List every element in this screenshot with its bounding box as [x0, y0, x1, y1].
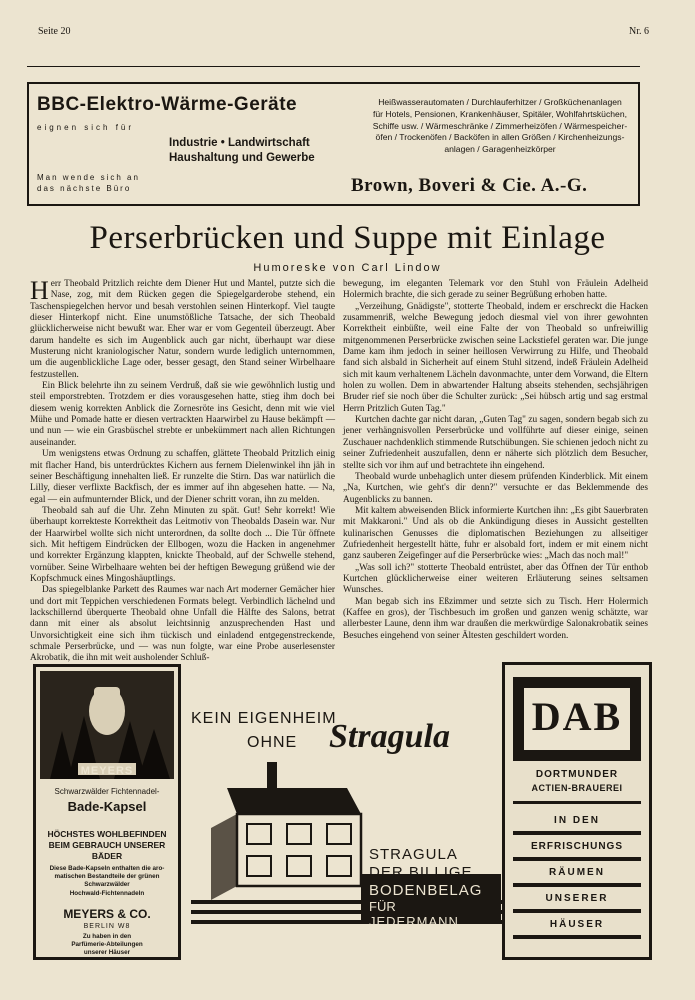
dab-line: HÄUSER [549, 919, 605, 930]
stragula-floor: BODENBELAG [369, 882, 483, 899]
bbc-contact-line1: Man wende sich an [37, 173, 140, 182]
meyers-advertisement [33, 664, 181, 960]
page-number-left: Seite 20 [38, 26, 71, 37]
dab-line: ERFRISCHUNGS [530, 841, 623, 852]
dab-divider [513, 801, 641, 804]
article-paragraph: Theobald wurde unbehaglich unter diesem prüfenden Kinderblick. Mit einem „Na, Kurtchen, wie geht's dir denn?" versuchte er das Beklemmende des Augenblicks zu bannen. [343, 471, 648, 505]
fir-forest-icon [40, 671, 174, 779]
meyers-product-line2: Bade-Kapsel [67, 799, 147, 814]
article-paragraph: bewegung, im eleganten Telemark vor den Stuhl von Fräulein Adelheid Holermich brachte, die sich gerade zu seiner Begrüßung erhoben hatte. [343, 279, 648, 301]
article-paragraph: Das spiegelblanke Parkett des Raumes war nach Art moderner Gemächer hier und dort mit Teppichen verschiedenen Formats belegt. Verbindlich lächelnd und lackschillernd überquerte Theobald ohne Unfall die Hälfte des Salons, betrat dann mit einer als absolut leichtsinnig anzusprechenden Hast und Unvorsichtigkeit eine sich ihm tückisch und einladend entgegenstreckende, schmale Perserbrücke, und — was nun folgte, war eine Probe auserlesenster Akrobatik, die ihn mit weit ausholender Schluß- [30, 585, 335, 664]
meyers-footer: Zu haben in den Parfümerie-Abteilungen unserer Häuser [71, 933, 143, 956]
page-number-right: Nr. 6 [629, 26, 649, 37]
meyers-headline: HÖCHSTES WOHLBEFINDEN BEIM GEBRAUCH UNSERER BÄDER [47, 829, 167, 861]
dab-line: IN DEN [554, 815, 600, 826]
article-paragraph: „Verzeihung, Gnädigste", stotterte Theobald, indem er erschreckt die Hacken zusammenriß, welche Bewegung jedoch diesmal viel von ihrer gewohnten Korrektheit einbüßte, weil eine Falte der von Theobald so unfreiwillig mitgenommenen Perserbrücke zwischen seine Lackstiefel geraten war. Die junge Dame kam ihm jedoch in seiner heillosen Verwirrung zu Hilfe, und Theobald fand sich alsbald in Sicherheit auf einem Stuhl sitzend, indeß Fräulein Adelheid sich mit kaum verhaltenem Lächeln davonmachte, unter dem Vorwand, die Eltern holen zu wollen. Dem in abwartender Haltung abseits stehenden, sechsjährigen Bruder rief sie noch über die Schulter zurück: „Sei hübsch artig und sag erstmal Herrn Pritzlich Guten Tag." [343, 301, 648, 414]
article-subtitle: Humoreske von Carl Lindow [253, 262, 442, 274]
article-paragraph: Um wenigstens etwas Ordnung zu schaffen, glättete Theobald Pritzlich einig mit flacher Hand, bis unterdrücktes Kichern aus fernem Dielenwinkel ihn jäh in seiner Beschäftigung innehalten ließ. Er runzelte die Stirn. Das war natürlich die Lilly, dieser verflixte Backfisch, der es immer auf ihn abgesehen hatte. — Na, egal — ein aufmunternder Blick, und der Diener schritt voran, ihn zu melden. [30, 449, 335, 505]
stragula-advertisement [187, 694, 505, 934]
stragula-line1: KEIN EIGENHEIM [191, 710, 337, 727]
dab-logo-frame [513, 677, 641, 761]
header-rule [27, 66, 640, 67]
bbc-industry-line2: Haushaltung und Gewerbe [169, 152, 315, 164]
bbc-product-line: anlagen / Garagenheizkörper [444, 144, 556, 155]
meyers-company: MEYERS & CO. [63, 907, 151, 921]
bbc-product-line: Heißwasserautomaten / Durchlauferhitzer / Großküchenanlagen [378, 97, 622, 107]
article-column-left [30, 276, 335, 665]
bbc-contact-text [37, 172, 140, 194]
meyers-small-text: Diese Bade-Kapseln enthalten die aro- matischen Bestandteile der grünen Schwarzwälder Hochwald-Fichtennadeln [49, 865, 165, 897]
bbc-industry-text [169, 136, 315, 166]
dab-line: UNSERER [545, 893, 609, 904]
article-title: Perserbrücken und Suppe mit Einlage [89, 220, 606, 256]
bbc-products-list [367, 97, 633, 156]
dab-stripe [513, 935, 641, 939]
dab-line: RÄUMEN [549, 867, 605, 878]
bbc-title: BBC-Elektro-Wärme-Geräte [37, 94, 298, 115]
article-paragraph: „Was soll ich?" stotterte Theobald entrüstet, aber das Öffnen der Tür enthob Kurtchen glücklicherweise einer weiteren Erläuterung seines seltsamen Wunsches. [343, 562, 648, 596]
stragula-fuer: FÜR [369, 899, 396, 914]
meyers-illustration [40, 671, 174, 779]
drop-cap: H [30, 276, 49, 305]
dab-brewery-line2: ACTIEN-BRAUEREI [531, 783, 623, 793]
bbc-contact-line2: das nächste Büro [37, 184, 132, 193]
bbc-eignen-text: eignen sich für [37, 123, 135, 132]
meyers-city: BERLIN W8 [83, 923, 131, 930]
article-paragraph: Theobald sah auf die Uhr. Zehn Minuten zu spät. Gut! Sehr korrekt! Wie überhaupt korrekteste Korrektheit das Leitmotiv von Theobalds Dasein war. Nur der Haarwirbel wollte sich nicht unterordnen, da sollte doch ... Die Tür öffnete sich. Mit heftigem Eindrücken der Ellbogen, wozu die Hacken in angenehmer und korrekter Ergänzung klappten, knickte Theobald, auf der Schwelle stehend, vornüber. Seine Wirbelhaare wehten bei der heftigen Bewegung grüßend wie der Kopfschmuck eines Mingoshäuptlings. [30, 505, 335, 584]
article-paragraph: Herr Theobald Pritzlich reichte dem Diener Hut und Mantel, putzte sich die Nase, zog, mit dem Rücken gegen die Spiegelgarderobe stehend, ein Taschenspiegelchen hervor und besah verstohlen seinen Hinterkopf. Viel taugte dieser Hinterkopf nicht. Eine unumstößliche Tatsache, der sich Theobald glücklicherweise nicht bewußt war. Eher war er vom Gegenteil überzeugt. Aber darum handelte es sich im Augenblick auch gar nicht, überhaupt war diese Musterung nicht kraniologischer Natur, sondern wurde lediglich unternommen, um die augenblickliche Lage oder, besser gesagt, den Stand seiner Wirbelhaare festzustellen. [30, 276, 335, 380]
article-paragraph: Kurtchen dachte gar nicht daran, „Guten Tag" zu sagen, sondern begab sich zu jener verhängnisvollen Perserbrücke und vollführte auf dieser einige, seinen Zuschauer nachdenklich stimmende Rutschübungen. Sie schienen jedoch nicht zu seiner Zufriedenheit auszufallen, denn er näherte sich plötzlich dem Besucher, stellte sich vor ihm auf und betrachtete ihn eingehend. [343, 415, 648, 471]
dab-advertisement [502, 662, 652, 960]
dab-stripe [513, 857, 641, 861]
stragula-name: STRAGULA [369, 846, 458, 863]
article-column-right [343, 279, 648, 642]
house-icon [191, 760, 505, 932]
bbc-industry-line1: Industrie • Landwirtschaft [169, 137, 310, 149]
stragula-cheap: DER BILLIGE [369, 864, 473, 881]
meyers-brand: MEYERS [80, 765, 134, 777]
article-paragraph: Man begab sich ins Eßzimmer und setzte sich zu Tisch. Herr Holermich (Kaffee en gros), der Tischbesuch im großen und ganzen wenig schätzte, war allerbester Laune, denn ihm war draußen die merkwürdige Salonakrobatik seines Besuches eingehend von seiner Ältesten geschildert worden. [343, 596, 648, 641]
dab-stripe [513, 909, 641, 913]
dab-brewery-line1: DORTMUNDER [535, 769, 619, 780]
stragula-line2: OHNE [247, 734, 298, 751]
stragula-everyone: JEDERMANN [369, 914, 459, 929]
dab-stripe [513, 831, 641, 835]
article-paragraph: Ein Blick belehrte ihn zu seinem Verdruß, daß sie wie gewöhnlich lustig und steil emporstrebten. Trotzdem er dies vorausgesehen hatte, stieg ihm doch bei diesem wenig korrekten Anblick die Zornesröte ins Gesicht, denn mit wie viel Mühe und Pomade hatte er diesen vertrackten Haarwirbel zu Hause bekämpft — und nun — wie ein Grasbüschel strebte er unbekümmert nach allen Richtungen auseinander. [30, 381, 335, 448]
meyers-product-line1: Schwarzwälder Fichtennadel- [54, 787, 160, 796]
dab-logo: DAB [531, 694, 623, 739]
stragula-brand-script: Stragula [329, 718, 450, 755]
article-paragraph: Mit kaltem abweisenden Blick informierte Kurtchen ihn: „Es gibt Sauerbraten mit Makkaroni." Und als ob die Ankündigung dieses in Aussicht gestellten kulinarischen Genusses die diplomatischen Beziehungen zu allseitiger Zufriedenheit hergestellt hätte, fuhr er alsobald fort, indem er mit einem nicht ganz sauberen Zeigefinger auf die Perserbrücke wies: „Mach das noch mal!" [343, 505, 648, 562]
bbc-product-line: für Hotels, Pensionen, Krankenhäuser, Spitäler, Wohlfahrtsküchen, [373, 108, 627, 119]
bbc-advertisement [27, 82, 640, 206]
bbc-product-line: Schiffe usw. / Wärmeschränke / Zimmerheizöfen / Wärmespeicher- [372, 120, 628, 131]
bbc-company-name: Brown, Boveri & Cie. A.-G. [351, 175, 588, 196]
dab-stripe [513, 883, 641, 887]
bbc-product-line: öfen / Trockenöfen / Backöfen in allen Größen / Kirchenheizungs- [375, 132, 625, 143]
